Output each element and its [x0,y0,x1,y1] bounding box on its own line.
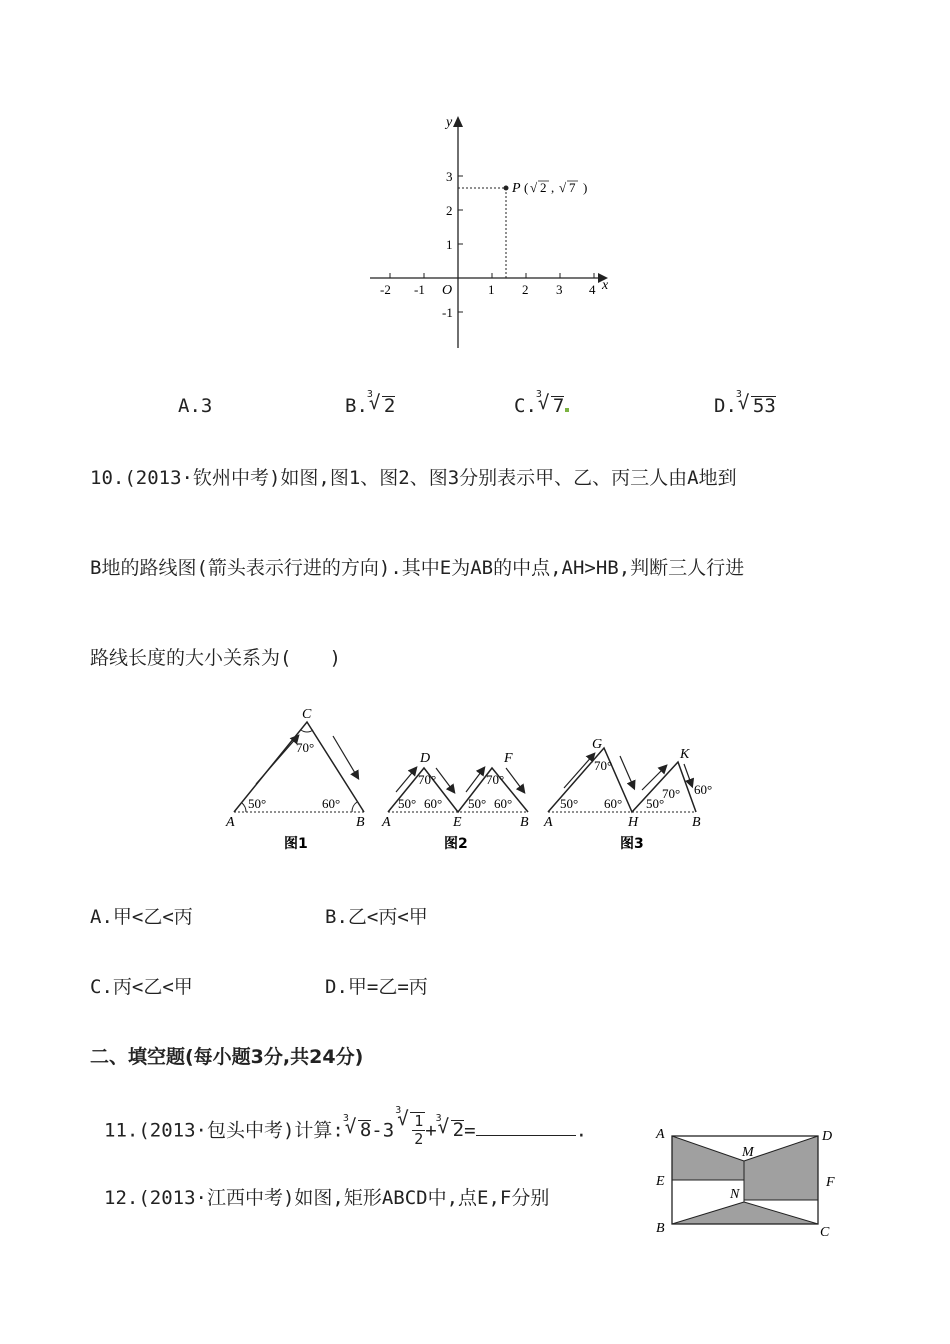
svg-text:N: N [730,1187,740,1202]
x-tick-label: 3 [556,282,563,297]
section-2-heading: 二、填空题(每小题3分,共24分) [90,1046,364,1068]
svg-text:B: B [520,815,529,830]
x-tick-label: -2 [380,282,391,297]
point-p-x-radicand: 2 [540,180,547,195]
q10-line-2: B地的路线图(箭头表示行进的方向).其中E为AB的中点,AH>HB,判断三人行进 [90,557,745,579]
q11-line: 11.(2013·包头中考)计算: √ 3 8-3 √ 3 $\frac{1}{2}$ + √ 3 2= . [104,1112,587,1149]
svg-text:K: K [680,747,690,762]
figure-1-caption: 图1 [284,836,308,852]
svg-text:E: E [656,1174,665,1189]
q10-option-b[interactable]: B.乙<丙<甲 [325,906,428,928]
svg-text:70°: 70° [296,740,315,755]
x-tick-label: -1 [414,282,425,297]
y-tick-label: 1 [446,237,453,252]
svg-text:50°: 50° [560,796,579,811]
y-tick-label: 2 [446,203,453,218]
svg-text:70°: 70° [418,772,437,787]
figure-2-route [381,751,529,852]
cube-root: √ 3 2 [451,1120,464,1141]
svg-text:A: A [544,815,553,830]
figure-3-route [543,737,712,852]
svg-text:A: A [382,815,391,830]
y-axis-label: y [446,115,453,130]
svg-text:50°: 50° [398,796,417,811]
svg-text:M: M [742,1145,754,1160]
point-p-label: P [512,181,521,196]
svg-text:60°: 60° [322,796,341,811]
svg-text:70°: 70° [486,772,505,787]
q10-option-d[interactable]: D.甲=乙=丙 [325,976,428,998]
origin-label: O [442,283,453,298]
rectangle-figure [650,1120,850,1242]
svg-text:70°: 70° [662,786,681,801]
svg-text:D: D [420,751,431,766]
q12-line-1: 12.(2013·江西中考)如图,矩形ABCD中,点E,F分别 [104,1187,550,1209]
cube-root: √ 3 2 [382,396,395,417]
q9-option-c[interactable]: C. √ 3 7 [514,395,569,417]
svg-text:60°: 60° [694,782,713,797]
q10-line-3: 路线长度的大小关系为( ) [90,647,341,669]
svg-text:√: √ [530,180,538,195]
svg-text:60°: 60° [494,796,513,811]
q10-option-a[interactable]: A.甲<乙<丙 [90,906,193,928]
svg-text:B: B [692,815,701,830]
svg-text:H: H [628,815,639,830]
q9-option-a[interactable]: A.3 [178,395,213,417]
svg-text:50°: 50° [468,796,487,811]
x-tick-label: 1 [488,282,495,297]
svg-text:E: E [453,815,462,830]
y-tick-label: -1 [442,305,453,320]
svg-text:F: F [504,751,513,766]
cube-root: √ 3 8 [358,1120,371,1141]
figure-1-route [225,707,365,852]
y-tick-label: 3 [446,169,453,184]
shaded-region [672,1202,818,1224]
svg-text:A: A [656,1127,665,1142]
svg-text:B: B [656,1221,665,1236]
point-p-dot [504,186,509,191]
svg-text:A: A [226,815,235,830]
svg-text:G: G [592,737,603,752]
route-figures [218,700,728,858]
svg-text:60°: 60° [424,796,443,811]
svg-text:): ) [583,180,588,195]
svg-text:60°: 60° [604,796,623,811]
coordinate-plane-figure [360,108,620,353]
svg-text:(: ( [524,180,529,195]
q10-option-c[interactable]: C.丙<乙<甲 [90,976,193,998]
cube-root: √ 3 7 [551,396,564,417]
svg-text:D: D [822,1129,833,1144]
svg-text:50°: 50° [646,796,665,811]
cube-root: √ 3 53 [751,396,776,417]
fraction: $\frac{1}{2}$ [414,1112,424,1149]
q9-option-b[interactable]: B. √ 3 2 [345,395,395,417]
svg-text:70°: 70° [594,758,613,773]
green-dot-mark [565,408,569,412]
cube-root-fraction: √ 3 $\frac{1}{2}$ [410,1112,425,1149]
svg-text:C: C [820,1225,830,1240]
figure-3-caption: 图3 [620,836,644,852]
answer-blank[interactable] [476,1117,576,1136]
figure-2-caption: 图2 [444,836,468,852]
q9-option-d[interactable]: D. √ 3 53 [714,395,776,417]
x-tick-label: 2 [522,282,529,297]
svg-text:√: √ [559,180,567,195]
svg-text:B: B [356,815,365,830]
x-tick-label: 4 [589,282,596,297]
x-axis-label: x [602,278,609,293]
y-axis-arrow [453,116,463,127]
svg-text:,: , [551,180,555,195]
q10-line-1: 10.(2013·钦州中考)如图,图1、图2、图3分别表示甲、乙、丙三人由A地到 [90,467,737,489]
svg-text:50°: 50° [248,796,267,811]
point-p-y-radicand: 7 [569,180,576,195]
svg-text:F: F [826,1175,835,1190]
svg-text:C: C [302,707,312,722]
